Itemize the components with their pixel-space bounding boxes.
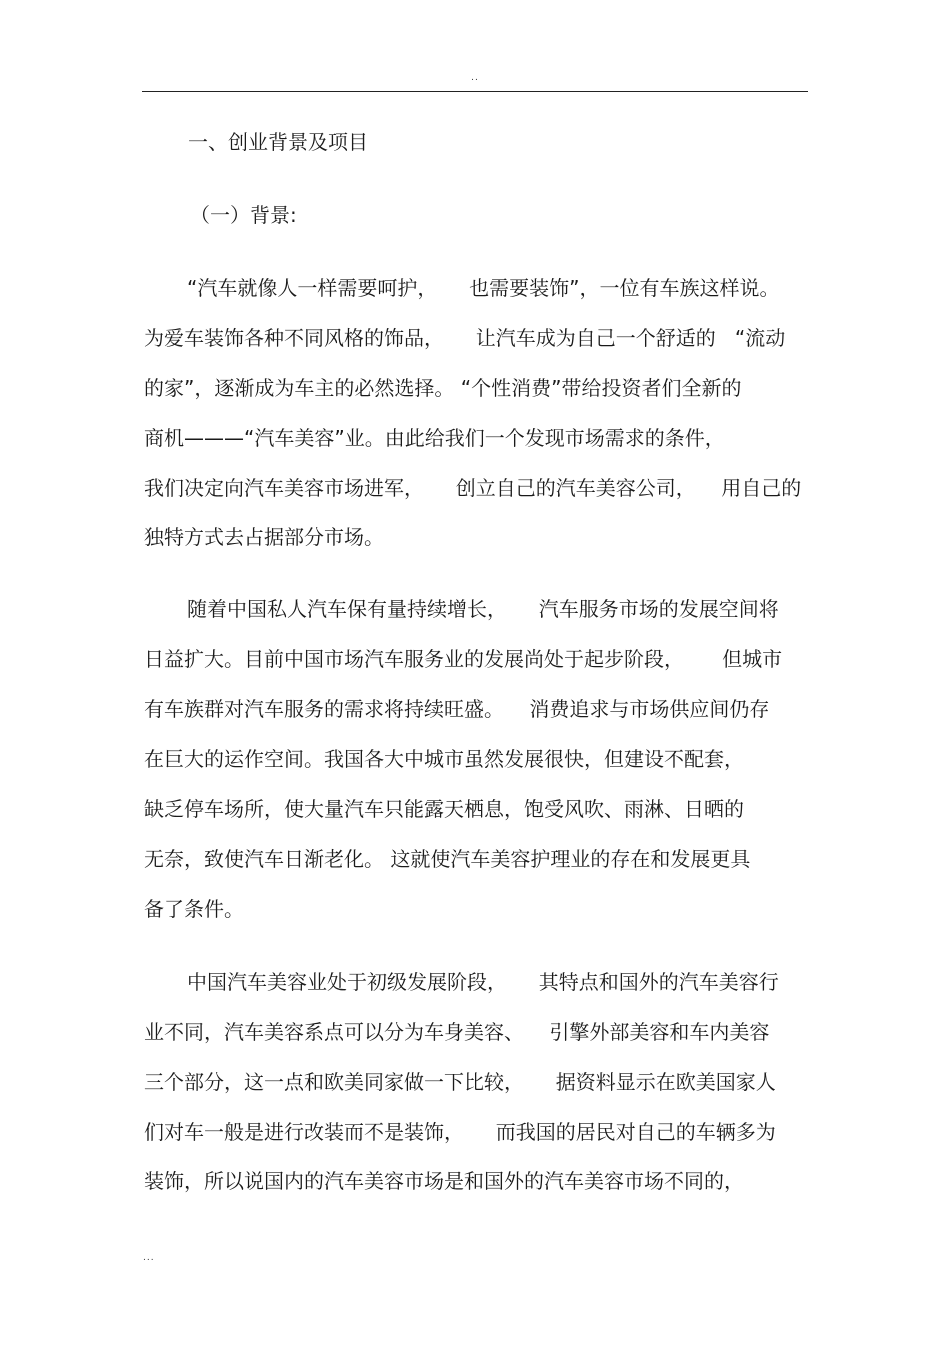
paragraph-line: 随着中国私人汽车保有量持续增长， 汽车服务市场的发展空间将	[187, 597, 779, 621]
paragraph-line: 独特方式去占据部分市场。	[144, 525, 384, 549]
paragraph-line: 缺乏停车场所，使大量汽车只能露天栖息，饱受风吹、雨淋、日晒的	[144, 797, 744, 821]
section-subheading: （一）背景:	[190, 203, 297, 227]
paragraph-line: 无奈，致使汽车日渐老化。 这就使汽车美容护理业的存在和发展更具	[144, 847, 751, 871]
paragraph-line: 商机———“汽车美容”业。由此给我们一个发现市场需求的条件，	[144, 426, 725, 450]
paragraph-line: 有车族群对汽车服务的需求将持续旺盛。 消费追求与市场供应间仍存	[144, 697, 770, 721]
header-rule	[142, 91, 808, 92]
paragraph-line: 中国汽车美容业处于初级发展阶段， 其特点和国外的汽车美容行	[187, 970, 779, 994]
paragraph-line: 们对车一般是进行改装而不是装饰， 而我国的居民对自己的车辆多为	[144, 1120, 776, 1144]
paragraph-line: 备了条件。	[144, 897, 244, 921]
section-heading: 一、创业背景及项目	[188, 130, 368, 154]
paragraph-line: 三个部分，这一点和欧美同家做一下比较， 据资料显示在欧美国家人	[144, 1070, 776, 1094]
paragraph-line: “汽车就像人一样需要呵护， 也需要装饰”，一位有车族这样说。	[187, 276, 780, 300]
paragraph-line: 我们决定向汽车美容市场进军， 创立自己的汽车美容公司， 用自己的	[144, 476, 802, 500]
paragraph-line: 装饰，所以说国内的汽车美容市场是和国外的汽车美容市场不同的，	[144, 1169, 744, 1193]
paragraph-line: 为爱车装饰各种不同风格的饰品， 让汽车成为自己一个舒适的 “流动	[144, 326, 786, 350]
page-header-mark: ..	[471, 73, 479, 83]
paragraph-line: 在巨大的运作空间。我国各大中城市虽然发展很快，但建设不配套，	[144, 747, 744, 771]
paragraph-line: 业不同，汽车美容系点可以分为车身美容、 引擎外部美容和车内美容	[144, 1020, 770, 1044]
paragraph-line: 的家”，逐渐成为车主的必然选择。 “个性消费”带给投资者们全新的	[144, 376, 742, 400]
paragraph-line: 日益扩大。目前中国市场汽车服务业的发展尚处于起步阶段， 但城市	[144, 647, 783, 671]
page-footer-mark: ...	[143, 1253, 155, 1263]
